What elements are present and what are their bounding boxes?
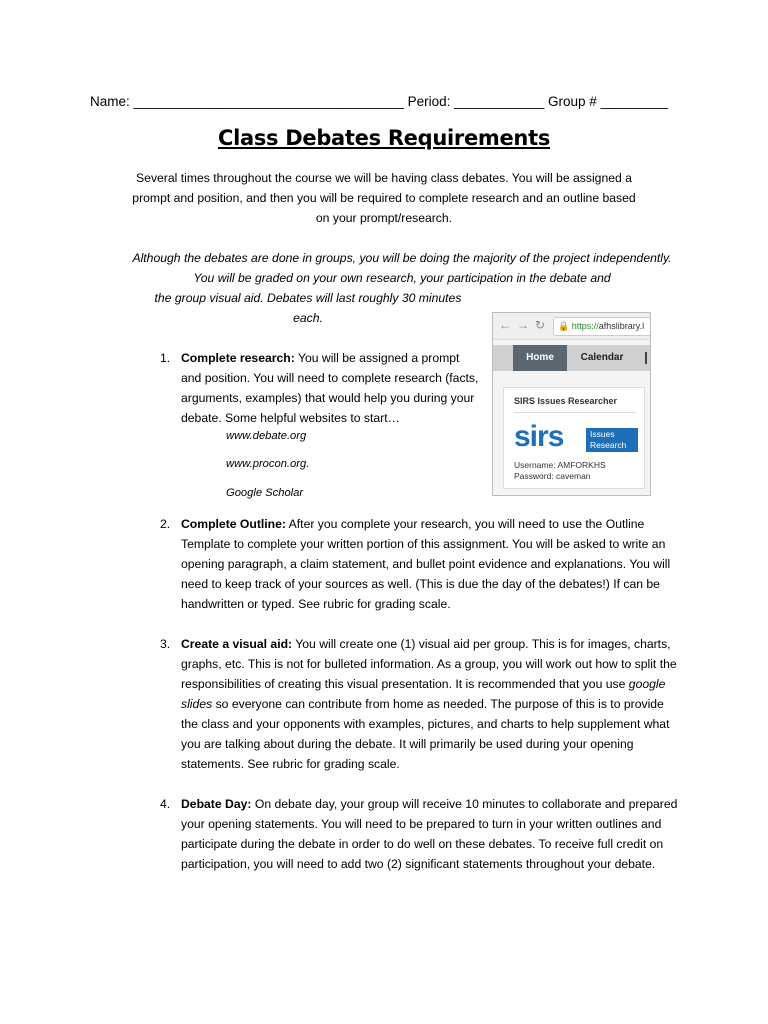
sirs-login-card [503,387,645,489]
address-bar [553,317,651,336]
item-emphasis: google slides [181,677,666,711]
reload-icon: ↻ [535,318,546,332]
issues-research-badge [586,428,638,452]
item-number: 2. [160,517,171,531]
item-debate-day [181,794,681,874]
grading-note-line3: each. [293,311,323,325]
item-heading: Complete Outline: [181,517,286,531]
card-divider [514,412,636,413]
item-heading: Create a visual aid: [181,637,293,651]
username-text: Username: AMFORKHS [514,460,606,470]
period-blank: ____________ [454,94,545,109]
period-label: Period: [407,94,451,109]
website-link[interactable]: Google Scholar [226,487,304,499]
group-blank: _________ [600,94,669,109]
page-title: Class Debates Requirements [217,126,551,150]
tab-divider [645,352,647,364]
item-number: 1. [160,351,171,365]
badge-line2: Research [590,440,627,450]
tab-home: Home [513,345,567,371]
student-info-line [90,94,668,109]
item-create-visual-aid [181,634,677,774]
forward-arrow-icon: → [517,318,529,332]
back-arrow-icon: ← [499,318,511,332]
group-label: Group # [548,94,597,109]
badge-line1: Issues [590,429,615,439]
url-prefix: https:// [571,321,599,331]
item-number: 3. [160,637,171,651]
item-text: After you complete your research, you will need to use the Outline Template to complete your written portion of this assignment. You will be asked to write an opening paragraph, a claim statement, and bullet point evidence and explanations. You will need to keep track of your sources as well. (This is due the day of the debates!) If can be handwritten or typed. See rubric for grading scale. [181,517,671,611]
site-nav-bar [493,345,650,371]
sirs-logo: sirs [514,420,564,453]
name-blank: ____________________________________ [133,94,404,109]
item-heading: Debate Day: [181,797,252,811]
grading-note-line1: Although the debates are done in groups, you will be doing the majority of the project independently. You will be graded on your own research, your participation in the debate and [132,251,672,285]
website-link[interactable]: www.procon.org. [226,458,310,470]
item-text-continued: so everyone can contribute from home as needed. The purpose of this is to provide the class and your opponents with examples, pictures, and charts to help supplement what you are talking about during the debate. It will primarily be used during your opening statements. See rubric for grading scale. [181,697,670,771]
name-label: Name: [90,94,130,109]
grading-note-line2: the group visual aid. Debates will last roughly 30 minutes [154,291,462,305]
password-text: Password: caveman [514,471,591,481]
intro-paragraph: Several times throughout the course we will be having class debates. You will be assigned a prompt and position, and then you will be required to complete research and an outline based on your prompt/research. [132,171,636,225]
url-rest: afhslibrary.l [598,321,645,331]
card-title: SIRS Issues Researcher [514,396,618,406]
item-number: 4. [160,797,171,811]
website-link[interactable]: www.debate.org [226,430,307,442]
item-text: On debate day, your group will receive 10 minutes to collaborate and prepared your opening statements. You will need to be prepared to turn in your written outlines and participate during the debate in order to do well on these debates. To receive full credit on participation, you will need to add two (2) significant statements throughout your debate. [181,797,678,871]
library-login-screenshot [492,312,651,496]
item-text: You will create one (1) visual aid per group. This is for images, charts, graphs, etc. This is not for bulleted information. As a group, you will work out how to split the responsibilities of creating this visual presentation. It is recommended that you use [181,637,677,691]
browser-toolbar [493,313,650,340]
item-heading: Complete research: [181,351,295,365]
item-text: You will be assigned a prompt and position. You will need to complete research (facts, arguments, examples) that would help you during your debate. Some helpful websites to start… [181,351,479,425]
item-complete-outline [181,514,681,614]
item-complete-research [181,348,481,428]
lock-icon: 🔒 [558,321,570,331]
tab-calendar: Calendar [580,352,624,363]
